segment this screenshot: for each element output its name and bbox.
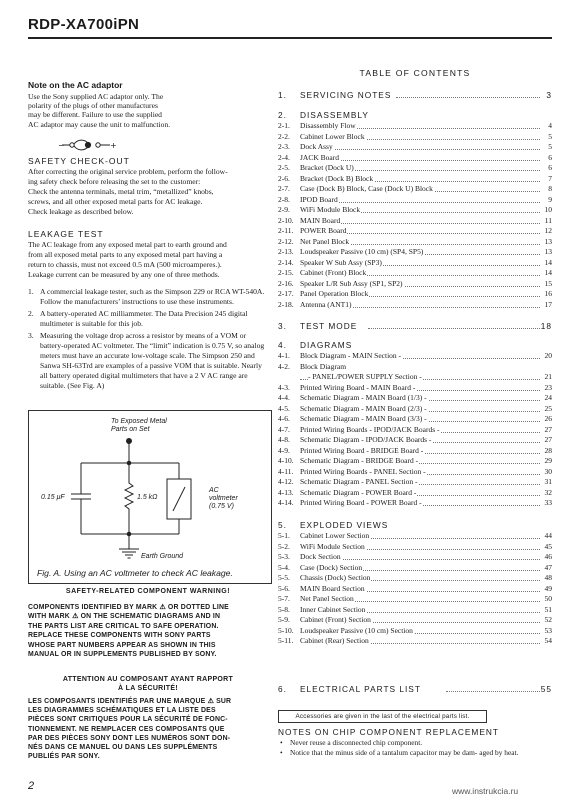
toc-number: 4-11. bbox=[278, 466, 294, 476]
chip-notes-heading: NOTES ON CHIP COMPONENT REPLACEMENT bbox=[278, 727, 499, 737]
toc-page: 27 bbox=[544, 435, 552, 444]
toc-page: 14 bbox=[544, 268, 552, 277]
toc-entry-title: MAIN Board Section bbox=[300, 583, 365, 593]
toc-page: 6 bbox=[548, 163, 552, 172]
toc-entry[interactable] bbox=[278, 446, 552, 456]
header-rule bbox=[28, 37, 552, 39]
component-warning-heading: SAFETY-RELATED COMPONENT WARNING! bbox=[65, 588, 231, 595]
toc-entry-title: DIAGRAMS bbox=[300, 340, 353, 350]
toc-page: 13 bbox=[544, 247, 552, 256]
safety-line: Check leakage as described below. bbox=[28, 207, 134, 216]
component-warning-en bbox=[28, 603, 268, 659]
toc-number: 4-9. bbox=[278, 445, 290, 455]
leakage-line: from all exposed metal parts to any exposed metal part having a bbox=[28, 250, 223, 259]
toc-entry[interactable] bbox=[278, 195, 552, 205]
toc-leader bbox=[368, 328, 540, 329]
toc-page: 23 bbox=[544, 382, 552, 392]
toc-page: 26 bbox=[544, 414, 552, 423]
toc-entry-title: Schematic Diagram - MAIN Board (3/3) - bbox=[300, 414, 427, 423]
toc-section-parts-list[interactable] bbox=[278, 684, 552, 694]
toc-entry[interactable] bbox=[278, 174, 552, 184]
toc-entry-title: Block Diagram - MAIN Section - bbox=[300, 351, 402, 360]
toc-entry[interactable] bbox=[278, 414, 552, 424]
toc-entry-title: MAIN Board bbox=[300, 215, 341, 225]
toc-entry-title: Schematic Diagram - BRIDGE Board - bbox=[300, 456, 419, 465]
toc-page: 12 bbox=[544, 226, 552, 235]
toc-page: 48 bbox=[544, 573, 552, 582]
toc-page: 18 bbox=[540, 321, 552, 331]
toc-page: 54 bbox=[544, 636, 552, 645]
list-item bbox=[28, 331, 268, 391]
toc-page: 9 bbox=[548, 194, 552, 204]
toc-entry[interactable] bbox=[278, 132, 552, 142]
warning-line: MANUAL OR IN SUPPLEMENTS PUBLISHED BY SONY. bbox=[28, 651, 217, 659]
toc-entry[interactable] bbox=[278, 362, 552, 372]
toc-entry[interactable] bbox=[278, 163, 552, 173]
toc-page: 3 bbox=[546, 90, 552, 100]
toc-page: 4 bbox=[548, 121, 552, 130]
toc-entry[interactable] bbox=[278, 605, 552, 615]
toc-page: 25 bbox=[544, 403, 552, 413]
toc-entry[interactable] bbox=[278, 404, 552, 414]
toc-number: 2-17. bbox=[278, 289, 294, 298]
toc-number: 4-3. bbox=[278, 382, 290, 392]
toc-entry[interactable] bbox=[278, 477, 552, 487]
list-item bbox=[278, 738, 548, 748]
toc-page: 44 bbox=[544, 531, 552, 540]
voltmeter-label-3: (0.75 V) bbox=[209, 503, 234, 510]
toc-entry-title: Schematic Diagram - MAIN Board (1/3) - bbox=[300, 393, 427, 402]
bullet-icon: • bbox=[280, 738, 283, 747]
toc-entry-title: ELECTRICAL PARTS LIST bbox=[300, 684, 421, 694]
toc-page: 28 bbox=[544, 445, 552, 455]
probe-label-2: Parts on Set bbox=[111, 426, 150, 433]
toc-number: 2-6. bbox=[278, 173, 290, 183]
toc-entry[interactable] bbox=[278, 289, 552, 299]
leakage-circuit-diagram bbox=[29, 411, 271, 567]
toc-page: 29 bbox=[544, 456, 552, 465]
toc-page: 5 bbox=[548, 142, 552, 151]
toc-page: 15 bbox=[544, 278, 552, 288]
toc-entry-title: Inner Cabinet Section bbox=[300, 604, 366, 614]
toc-number: 5-11. bbox=[278, 636, 294, 645]
toc-entry[interactable] bbox=[278, 488, 552, 498]
toc-page: 32 bbox=[544, 487, 552, 497]
toc-section-servicing-notes[interactable] bbox=[278, 90, 552, 100]
leakage-line: The AC leakage from any exposed metal part to earth ground and bbox=[28, 240, 227, 249]
toc-page: 51 bbox=[544, 604, 552, 614]
toc-page: 55 bbox=[540, 684, 552, 694]
toc-entry[interactable] bbox=[278, 205, 552, 215]
warning-line: COMPONENTS IDENTIFIED BY MARK ⚠ OR DOTTED LINE bbox=[28, 604, 229, 611]
toc-entry[interactable] bbox=[278, 584, 552, 594]
toc-entry-title: DISASSEMBLY bbox=[300, 110, 369, 120]
toc-entry-title: Cabinet (Rear) Section bbox=[300, 636, 369, 645]
toc-entry[interactable] bbox=[278, 425, 552, 435]
warning-line: REPLACE THESE COMPONENTS WITH SONY PARTS bbox=[28, 632, 211, 640]
toc-number: 2-8. bbox=[278, 194, 290, 204]
toc-page: 53 bbox=[544, 625, 552, 635]
toc-number: 2-2. bbox=[278, 131, 290, 141]
toc-number: 2-14. bbox=[278, 257, 294, 267]
leakage-line: Leakage current can be measured by any one of three methods. bbox=[28, 270, 220, 279]
toc-number: 2-5. bbox=[278, 163, 290, 172]
warning-line: LES DIAGRAMMES SCHÉMATIQUES ET LA LISTE DES bbox=[28, 707, 216, 715]
list-text: Notice that the minus side of a tantalum capacitor may be dam- aged by heat. bbox=[290, 747, 519, 757]
toc-entry-title: SERVICING NOTES bbox=[300, 90, 392, 100]
safety-heading: SAFETY CHECK-OUT bbox=[28, 156, 130, 166]
toc-entry-title: Antenna (ANT1) bbox=[300, 299, 352, 309]
ac-adaptor-line: Use the Sony supplied AC adaptor only. The bbox=[28, 92, 164, 101]
warning-line: PUBLIÉS PAR SONY. bbox=[28, 753, 100, 761]
toc-page: 8 bbox=[548, 184, 552, 193]
list-text: Never reuse a disconnected chip component. bbox=[290, 738, 423, 747]
toc-entry-title: Cabinet (Front) Section bbox=[300, 615, 371, 624]
toc-number: 1. bbox=[278, 90, 287, 100]
toc-number: 5-10. bbox=[278, 625, 294, 635]
toc-number: 5-7. bbox=[278, 594, 290, 603]
toc-entry[interactable] bbox=[278, 237, 552, 247]
toc-page: 5 bbox=[548, 131, 552, 141]
toc-page: 49 bbox=[544, 583, 552, 593]
toc-number: 2-1. bbox=[278, 121, 290, 130]
toc-entry[interactable] bbox=[278, 121, 552, 131]
figure-caption: Fig. A. Using an AC voltmeter to check AC leakage. bbox=[37, 568, 233, 578]
list-text: Measuring the voltage drop across a resistor by means of a VOM or battery-operated AC voltmeter. The “limit” indication is 0.75 V, so analog meters must have an accurate low-voltage scale. The Simpson 250 and Sanwa SH-63Trd are examples of a passive VOM that is suitable. Nearly all battery operated digital multimeters that have a 2 V AC range are suitable. (See Fig. A) bbox=[40, 331, 265, 390]
toc-entry-title: Printed Wiring Board - MAIN Board - bbox=[300, 382, 416, 392]
toc-entry[interactable] bbox=[278, 279, 552, 289]
warning-line: PAR DES PIÈCES SONY DONT LES NUMÉROS SONT DON- bbox=[28, 734, 231, 742]
toc-page: 11 bbox=[544, 215, 552, 225]
chip-notes-list bbox=[278, 738, 548, 757]
toc-entry[interactable] bbox=[278, 372, 552, 382]
toc-entry[interactable] bbox=[278, 636, 552, 646]
toc-page: 46 bbox=[544, 552, 552, 561]
toc-page: 6 bbox=[548, 152, 552, 162]
leakage-methods-list bbox=[28, 287, 268, 393]
warning-line: THE PARTS LIST ARE CRITICAL TO SAFE OPERATION. bbox=[28, 622, 219, 630]
toc-entry[interactable] bbox=[278, 573, 552, 583]
toc-number: 4-1. bbox=[278, 351, 290, 360]
toc-entry-title: Speaker L/R Sub Assy (SP1, SP2) bbox=[300, 278, 403, 288]
list-item bbox=[278, 748, 548, 758]
toc-page: 50 bbox=[544, 594, 552, 603]
leakage-heading: LEAKAGE TEST bbox=[28, 229, 104, 239]
toc-entry[interactable] bbox=[278, 615, 552, 625]
toc-entry[interactable] bbox=[278, 542, 552, 552]
toc-number: 4-13. bbox=[278, 487, 294, 497]
ac-adaptor-line: AC adaptor may cause the unit to malfunction. bbox=[28, 119, 171, 129]
toc-number: 5-5. bbox=[278, 573, 290, 582]
toc-entry-title: Chassis (Dock) Section bbox=[300, 573, 371, 582]
toc-page: 16 bbox=[544, 289, 552, 298]
toc-entry-title: Cabinet Lower Block bbox=[300, 131, 365, 141]
toc-number: 4-5. bbox=[278, 403, 290, 413]
toc-entry[interactable] bbox=[278, 258, 552, 268]
toc-entry-title: WiFi Module Section bbox=[300, 541, 365, 551]
toc-entry[interactable] bbox=[278, 142, 552, 152]
toc-number: 2-11. bbox=[278, 226, 294, 235]
toc-entry[interactable] bbox=[278, 456, 552, 466]
toc-entry[interactable] bbox=[278, 498, 552, 508]
toc-number: 2-10. bbox=[278, 215, 294, 225]
toc-number: 6. bbox=[278, 684, 287, 694]
toc-number: 2-3. bbox=[278, 142, 290, 151]
toc-page: 14 bbox=[544, 257, 552, 267]
toc-entry[interactable] bbox=[278, 153, 552, 163]
voltmeter-label-1: AC bbox=[209, 487, 219, 494]
toc-entry-title: Schematic Diagram - IPOD/JACK Boards - bbox=[300, 435, 432, 444]
toc-entry-title: JACK Board bbox=[300, 152, 339, 162]
toc-number: 4-2. bbox=[278, 361, 290, 371]
toc-entry-title: Dock Section bbox=[300, 552, 341, 561]
toc-page: 10 bbox=[544, 205, 552, 214]
toc-number: 4-10. bbox=[278, 456, 294, 465]
toc-page: 30 bbox=[544, 466, 552, 476]
warning-line: WITH MARK ⚠ ON THE SCHEMATIC DIAGRAMS AND IN bbox=[28, 613, 221, 621]
toc-entry-title: Net Panel Block bbox=[300, 236, 350, 246]
toc-number: 4-8. bbox=[278, 435, 290, 444]
toc-entry-title: Disassembly Flow bbox=[300, 121, 356, 130]
list-number: 1. bbox=[28, 287, 34, 296]
toc-entry-title: Printed Wiring Board - BRIDGE Board - bbox=[300, 445, 424, 455]
toc-leader bbox=[446, 691, 540, 692]
list-item bbox=[28, 287, 268, 307]
warning-line: TIONNEMENT. NE REMPLACER CES COMPOSANTS QUE bbox=[28, 725, 225, 733]
toc-entry-title: Loudspeaker Passive (10 cm) Section bbox=[300, 625, 413, 635]
ac-adaptor-line: may be different. Failure to use the supplied bbox=[28, 110, 162, 120]
toc-entry-title: Bracket (Dock U) bbox=[300, 163, 354, 172]
toc-number: 2-12. bbox=[278, 236, 294, 246]
toc-entry-title: EXPLODED VIEWS bbox=[300, 520, 389, 530]
capacitor-label: 0.15 μF bbox=[41, 494, 65, 501]
toc-entry[interactable] bbox=[278, 626, 552, 636]
safety-line: ing safety check before releasing the set to the customer: bbox=[28, 177, 201, 186]
svg-text:−: − bbox=[58, 141, 65, 150]
component-warning-fr bbox=[28, 697, 268, 761]
polarity-plug-icon bbox=[58, 131, 118, 155]
toc-number: 2-4. bbox=[278, 152, 290, 162]
toc-entry-title: Net Panel Section bbox=[300, 594, 354, 603]
toc-page: 47 bbox=[544, 562, 552, 572]
toc-entry-title: POWER Board bbox=[300, 226, 347, 235]
toc-entry-title: Printed Wiring Board - POWER Board - bbox=[300, 498, 422, 507]
warning-line: NÉS DANS CE MANUEL OU DANS LES SUPPLÉMENTS bbox=[28, 744, 218, 752]
toc-entry-title: - PANEL/POWER SUPPLY Section - bbox=[308, 372, 422, 381]
toc-number: 4-12. bbox=[278, 477, 294, 486]
toc-entry[interactable] bbox=[278, 184, 552, 194]
toc-entry-title: TEST MODE bbox=[300, 321, 358, 331]
toc-entry-title: Loudspeaker Passive (10 cm) (SP4, SP5) bbox=[300, 247, 424, 256]
bullet-icon: • bbox=[280, 747, 283, 757]
toc-entry-title: Schematic Diagram - POWER Board - bbox=[300, 487, 417, 497]
warning-line: PIÈCES SONT CRITIQUES POUR LA SÉCURITÉ DE FONC- bbox=[28, 716, 228, 724]
toc-number: 5-4. bbox=[278, 562, 290, 572]
toc-number: 4-14. bbox=[278, 498, 294, 507]
toc-page: 52 bbox=[544, 615, 552, 624]
toc-number: 2-13. bbox=[278, 247, 294, 256]
warning-fr-title-line: À LA SÉCURITÉ! bbox=[118, 685, 178, 693]
toc-entry[interactable] bbox=[278, 594, 552, 604]
toc-number: 4. bbox=[278, 340, 287, 350]
toc-page: 21 bbox=[544, 372, 552, 381]
toc-page: 7 bbox=[548, 173, 552, 183]
toc-entry[interactable] bbox=[278, 467, 552, 477]
toc-entry-title: IPOD Board bbox=[300, 194, 338, 204]
toc-leader bbox=[396, 97, 540, 98]
toc-entry-title: Printed Wiring Boards - PANEL Section - bbox=[300, 466, 426, 476]
toc-page: 27 bbox=[544, 424, 552, 434]
toc-number: 5-6. bbox=[278, 583, 290, 593]
figure-a bbox=[28, 410, 272, 584]
toc-entry-title: Dock Assy bbox=[300, 142, 333, 151]
list-item bbox=[28, 309, 268, 329]
probe-label-1: To Exposed Metal bbox=[111, 418, 167, 425]
leakage-text bbox=[28, 240, 268, 280]
toc-entry[interactable] bbox=[278, 383, 552, 393]
toc-page: 24 bbox=[544, 393, 552, 402]
leakage-line: return to chassis, must not exceed 0.5 mA (500 microamperes.). bbox=[28, 260, 222, 269]
resistor-label: 1.5 kΩ bbox=[137, 494, 158, 501]
toc-number: 2-18. bbox=[278, 299, 294, 309]
toc-number: 5. bbox=[278, 520, 287, 530]
toc-entry-title: Cabinet (Front) Block bbox=[300, 268, 367, 277]
toc-entry[interactable] bbox=[278, 435, 552, 445]
toc-number: 2-15. bbox=[278, 268, 294, 277]
safety-line: After correcting the original service problem, perform the follow- bbox=[28, 167, 228, 176]
toc-entry-title: WiFi Module Block bbox=[300, 205, 361, 214]
toc-page: 17 bbox=[544, 299, 552, 309]
toc-entry[interactable] bbox=[278, 531, 552, 541]
toc-leader bbox=[300, 149, 540, 150]
toc-entry[interactable] bbox=[278, 351, 552, 361]
ac-adaptor-heading: Note on the AC adaptor bbox=[28, 80, 123, 90]
toc-number: 4-6. bbox=[278, 414, 290, 423]
toc-entry-title: Panel Operation Block bbox=[300, 289, 369, 298]
list-number: 2. bbox=[28, 309, 34, 318]
toc-page: 33 bbox=[544, 498, 552, 507]
toc-entry-title: Schematic Diagram - MAIN Board (2/3) - bbox=[300, 403, 427, 413]
toc-title: TABLE OF CONTENTS bbox=[359, 68, 471, 78]
toc-entry-title: Speaker W Sub Assy (SP3) bbox=[300, 257, 382, 267]
toc-entry-title: Case (Dock B) Block, Case (Dock U) Block bbox=[300, 184, 433, 193]
svg-text:+: + bbox=[110, 141, 117, 150]
toc-page: 45 bbox=[544, 541, 552, 551]
toc-number: 2. bbox=[278, 110, 287, 120]
list-text: A battery-operated AC milliammeter. The Data Precision 245 digital multimeter is suitable for this job. bbox=[40, 309, 248, 328]
toc-number: 5-2. bbox=[278, 541, 290, 551]
toc-entry-title: Case (Dock) Section bbox=[300, 562, 363, 572]
toc-number: 2-16. bbox=[278, 278, 294, 288]
toc-entry-title: Schematic Diagram - PANEL Section - bbox=[300, 477, 418, 486]
toc-number: 2-9. bbox=[278, 205, 290, 214]
list-number: 3. bbox=[28, 331, 34, 340]
toc-entry[interactable] bbox=[278, 552, 552, 562]
ac-adaptor-line: polarity of the plugs of other manufactures bbox=[28, 101, 158, 111]
toc-number: 4-7. bbox=[278, 424, 290, 434]
toc-entry[interactable] bbox=[278, 563, 552, 573]
model-title: RDP-XA700iPN bbox=[28, 16, 140, 33]
toc-entry[interactable] bbox=[278, 268, 552, 278]
toc-entry[interactable] bbox=[278, 226, 552, 236]
component-warning-fr-heading bbox=[28, 675, 268, 694]
toc-page: 31 bbox=[544, 477, 552, 486]
toc-entry-title: Cabinet Lower Section bbox=[300, 531, 370, 540]
warning-line: WHOSE PART NUMBERS APPEAR AS SHOWN IN THIS bbox=[28, 641, 216, 649]
safety-line: Check the antenna terminals, metal trim, “metallized” knobs, bbox=[28, 187, 214, 196]
toc-entry-title: Printed Wiring Boards - IPOD/JACK Boards - bbox=[300, 424, 440, 434]
list-text: A commercial leakage tester, such as the Simpson 229 or RCA WT-540A. Follow the manufacturers’ instructions to use these instruments. bbox=[40, 287, 265, 306]
toc-page: 13 bbox=[544, 236, 552, 246]
toc-entry[interactable] bbox=[278, 216, 552, 226]
page-number: 2 bbox=[28, 780, 35, 792]
toc-number: 5-8. bbox=[278, 604, 290, 614]
toc-entry[interactable] bbox=[278, 393, 552, 403]
toc-entry[interactable] bbox=[278, 300, 552, 310]
toc-entry-title: Block Diagram bbox=[300, 361, 347, 371]
warning-line: LES COMPOSANTS IDENTIFIÉS PAR UNE MARQUE ⚠ SUR bbox=[28, 698, 232, 705]
ac-adaptor-text bbox=[28, 92, 218, 129]
toc-number: 5-3. bbox=[278, 552, 290, 561]
toc-number: 5-1. bbox=[278, 531, 290, 540]
toc-number: 2-7. bbox=[278, 184, 290, 193]
toc-number: 4-4. bbox=[278, 393, 290, 402]
ground-label: Earth Ground bbox=[141, 553, 184, 560]
warning-fr-title-line: ATTENTION AU COMPOSANT AYANT RAPPORT bbox=[62, 676, 234, 683]
safety-text bbox=[28, 167, 266, 217]
accessories-note: Accessories are given in the last of the electrical parts list. bbox=[278, 710, 487, 723]
toc-number: 3. bbox=[278, 321, 287, 331]
toc-entry[interactable] bbox=[278, 247, 552, 257]
toc-number: 5-9. bbox=[278, 615, 290, 624]
voltmeter-label-2: voltmeter bbox=[209, 495, 238, 502]
toc-page: 20 bbox=[544, 351, 552, 360]
watermark: www.instrukcia.ru bbox=[452, 786, 519, 796]
toc-section-test-mode[interactable] bbox=[278, 321, 552, 331]
safety-line: screws, and all other exposed metal parts for AC leakage. bbox=[28, 197, 203, 206]
toc-entry-title: Bracket (Dock B) Block bbox=[300, 173, 374, 183]
